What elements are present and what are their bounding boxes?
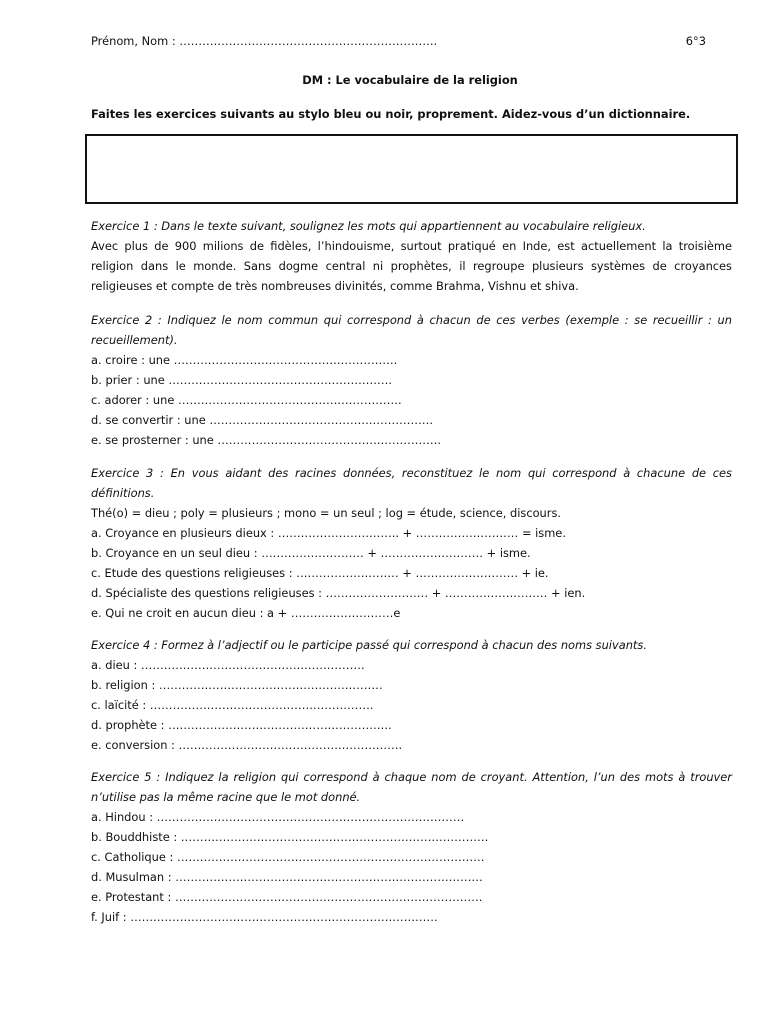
exercise-1: [91, 216, 732, 296]
exercise-4-item: e. conversion : …………………………………….…………….: [91, 738, 403, 752]
exercise-5-item: c. Catholique : ………………………………………………………………………: [91, 850, 485, 864]
exercise-2-item: b. prier : une …………………………………….…………….: [91, 373, 393, 387]
exercise-5-item: b. Bouddhiste : ………………………………………………………………………: [91, 830, 489, 844]
exercise-4: [91, 635, 732, 755]
exercise-3-roots: Thé(o) = dieu ; poly = plusieurs ; mono = un seul ; log = étude, science, discours.: [91, 506, 562, 520]
exercise-5-item: f. Juif : ………………………………………………………………………: [91, 910, 438, 924]
exercise-5-prompt: Exercice 5 : Indiquez la religion qui correspond à chaque nom de croyant. Attention, l’un des mots à trouver n’utilise pas la même racine que le mot donné.: [91, 770, 732, 804]
exercise-3-item: d. Spécialiste des questions religieuses : ……………………… + ……………………… + ien.: [91, 586, 586, 600]
name-line: Prénom, Nom : …………………………………………………………..: [91, 34, 438, 48]
exercise-1-prompt: Exercice 1 : Dans le texte suivant, soulignez les mots qui appartiennent au vocabulaire religieux.: [91, 219, 646, 233]
exercise-3: [91, 463, 732, 623]
exercise-5-item: a. Hindou : ………………………………………………………………………: [91, 810, 465, 824]
exercise-4-item: d. prophète : …………………………………….…………….: [91, 718, 392, 732]
exercise-5: [91, 767, 732, 927]
answer-frame: [85, 134, 738, 204]
class-label: 6°3: [685, 34, 706, 48]
exercise-1-text: Avec plus de 900 milions de fidèles, l’hindouisme, surtout pratiqué en Inde, est actuellement la troisième religion dans le monde. Sans dogme central ni prophètes, il regroupe plusieurs systèmes de croyances religieuses et compte de très nombreuses divinités, comme Brahma, Vishnu et shiva.: [91, 239, 732, 293]
page-header: [91, 34, 706, 50]
exercise-2-prompt: Exercice 2 : Indiquez le nom commun qui correspond à chacun de ces verbes (exemple : se recueillir : un recueillement).: [91, 313, 732, 347]
exercise-4-item: a. dieu : …………………………………….…………….: [91, 658, 365, 672]
exercise-3-item: c. Etude des questions religieuses : ……………………… + ……………………… + ie.: [91, 566, 549, 580]
exercise-4-item: c. laïcité : …………………………………….…………….: [91, 698, 374, 712]
exercise-4-item: b. religion : …………………………………….…………….: [91, 678, 383, 692]
exercise-2-item: d. se convertir : une …………………………………….…………….: [91, 413, 434, 427]
exercise-5-item: e. Protestant : ………………………………………………………………………: [91, 890, 483, 904]
exercise-2-item: e. se prosterner : une …………………………………….…………….: [91, 433, 442, 447]
exercise-5-item: d. Musulman : ………………………………………………………………………: [91, 870, 483, 884]
exercise-4-prompt: Exercice 4 : Formez à l’adjectif ou le participe passé qui correspond à chacun des noms suivants.: [91, 638, 647, 652]
exercise-3-prompt: Exercice 3 : En vous aidant des racines données, reconstituez le nom qui correspond à chacune de ces définitions.: [91, 466, 732, 500]
exercise-2: [91, 310, 732, 450]
exercise-2-item: a. croire : une …………………………………….…………….: [91, 353, 398, 367]
exercise-3-item: a. Croyance en plusieurs dieux : ………………………….. + ……………………… = isme.: [91, 526, 566, 540]
exercise-3-item: e. Qui ne croit en aucun dieu : a + ………………………e: [91, 606, 401, 620]
exercise-2-item: c. adorer : une …………………………………….…………….: [91, 393, 402, 407]
exercise-3-item: b. Croyance en un seul dieu : ……………………… + ……………………… + isme.: [91, 546, 531, 560]
page-title: DM : Le vocabulaire de la religion: [302, 73, 518, 87]
instructions: Faites les exercices suivants au stylo bleu ou noir, proprement. Aidez-vous d’un dictionnaire.: [91, 107, 691, 121]
